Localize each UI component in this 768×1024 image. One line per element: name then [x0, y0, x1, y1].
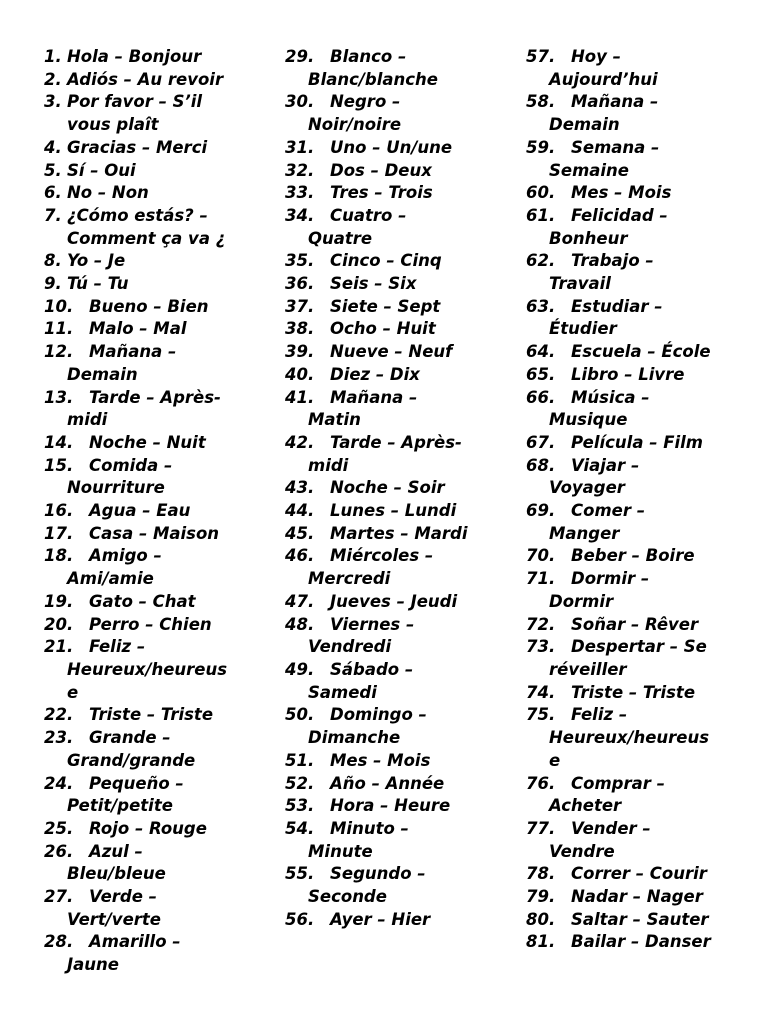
vocabulary-entry — [44, 931, 250, 976]
entry-number: 74. — [526, 682, 556, 702]
entry-text: Adiós – Au revoir — [67, 69, 224, 89]
vocabulary-entry — [44, 160, 250, 183]
entry-text: Nadar – Nager — [571, 887, 703, 907]
entry-text: Negro – — [330, 92, 401, 112]
vocabulary-entry — [44, 182, 250, 205]
vocabulary-entry — [44, 636, 250, 704]
entry-number: 23. — [44, 728, 74, 748]
entry-text: Gracias – Merci — [67, 137, 208, 157]
entry-text-continuation: Bleu/bleue — [67, 864, 166, 884]
entry-number: 29. — [285, 47, 315, 66]
entry-text-continuation: Quatre — [308, 228, 373, 248]
vocabulary-entry — [526, 432, 732, 455]
entry-text: Libro – Livre — [571, 364, 685, 384]
vocabulary-entry — [526, 500, 732, 545]
vocabulary-entry — [285, 614, 491, 659]
entry-text-continuation: Semaine — [549, 160, 629, 180]
entry-text-continuation: Acheter — [549, 796, 622, 816]
entry-text-continuation: Demain — [549, 115, 620, 135]
entry-text: Sábado – — [330, 659, 414, 679]
entry-number: 35. — [285, 251, 315, 271]
entry-number: 41. — [285, 387, 315, 407]
entry-number: 79. — [526, 887, 556, 907]
vocabulary-entry — [44, 704, 250, 727]
entry-text: Azul – — [89, 841, 143, 861]
entry-text-continuation: réveiller — [549, 659, 627, 679]
vocabulary-entry — [285, 318, 491, 341]
entry-text: Siete – Sept — [330, 296, 441, 316]
entry-text-continuation: Aujourd’hui — [549, 69, 658, 89]
entry-text-continuation: Seconde — [308, 887, 387, 907]
entry-text: Yo – Je — [67, 251, 126, 271]
vocabulary-entry — [44, 91, 250, 136]
vocabulary-entry — [526, 205, 732, 250]
entry-number: 48. — [285, 614, 315, 634]
vocabulary-entry — [285, 545, 491, 590]
vocabulary-entry — [526, 818, 732, 863]
entry-text: Tarde – Après- — [330, 432, 462, 452]
entry-number: 68. — [526, 455, 556, 475]
entry-text: Segundo – — [330, 864, 426, 884]
entry-number: 60. — [526, 183, 556, 203]
entry-text-continuation: Noir/noire — [308, 115, 402, 135]
entry-text: Tres – Trois — [330, 183, 433, 203]
entry-text: Sí – Oui — [67, 160, 136, 180]
vocabulary-entry — [285, 296, 491, 319]
entry-text: Miércoles – — [330, 546, 434, 566]
entry-text: Saltar – Sauter — [571, 909, 709, 929]
entry-number: 52. — [285, 773, 315, 793]
vocabulary-entry — [44, 773, 250, 818]
vocabulary-entry — [285, 205, 491, 250]
entry-number: 47. — [285, 591, 315, 611]
entry-number: 3. — [44, 92, 62, 112]
entry-number: 18. — [44, 546, 74, 566]
entry-number: 28. — [44, 932, 74, 952]
vocabulary-entry — [285, 387, 491, 432]
entry-text-continuation: Nourriture — [67, 478, 165, 498]
entry-number: 64. — [526, 342, 556, 362]
entry-number: 57. — [526, 47, 556, 66]
vocabulary-entry — [285, 500, 491, 523]
entry-text: Lunes – Lundi — [330, 501, 457, 521]
entry-number: 66. — [526, 387, 556, 407]
vocabulary-entry — [44, 523, 250, 546]
entry-text: Mañana – — [571, 92, 659, 112]
entry-text: Tarde – Après- — [89, 387, 221, 407]
entry-text: Pequeño – — [89, 773, 184, 793]
vocabulary-entry — [285, 863, 491, 908]
entry-number: 17. — [44, 523, 74, 543]
vocabulary-entry — [44, 614, 250, 637]
entry-number: 24. — [44, 773, 74, 793]
vocabulary-entry — [285, 273, 491, 296]
entry-text: No – Non — [67, 183, 149, 203]
entry-text: Verde – — [89, 887, 157, 907]
vocabulary-entry — [44, 455, 250, 500]
entry-number: 75. — [526, 705, 556, 725]
vocabulary-entry — [44, 137, 250, 160]
entry-text: Beber – Boire — [571, 546, 695, 566]
entry-text: Dos – Deux — [330, 160, 432, 180]
entry-number: 72. — [526, 614, 556, 634]
entry-text-continuation: Vendredi — [308, 637, 392, 657]
entry-text-continuation: Manger — [549, 523, 620, 543]
vocabulary-entry — [526, 455, 732, 500]
entry-text-continuation: Étudier — [549, 319, 617, 339]
vocabulary-entry — [285, 432, 491, 477]
entry-number: 69. — [526, 501, 556, 521]
entry-text-continuation: Jaune — [67, 955, 119, 975]
entry-number: 30. — [285, 92, 315, 112]
entry-text: Blanco – — [330, 47, 407, 66]
entry-text-continuation: Dormir — [549, 591, 614, 611]
entry-number: 27. — [44, 887, 74, 907]
entry-number: 7. — [44, 205, 62, 225]
entry-text: Estudiar – — [571, 296, 663, 316]
entry-number: 1. — [44, 47, 62, 66]
entry-text: Viernes – — [330, 614, 415, 634]
entry-number: 9. — [44, 274, 62, 294]
entry-number: 56. — [285, 909, 315, 929]
entry-number: 36. — [285, 274, 315, 294]
vocabulary-entry — [526, 387, 732, 432]
vocabulary-entry — [526, 682, 732, 705]
entry-number: 25. — [44, 818, 74, 838]
entry-text-continuation: Vert/verte — [67, 909, 161, 929]
vocabulary-entry — [526, 773, 732, 818]
entry-text-continuation: midi — [308, 455, 349, 475]
entry-number: 31. — [285, 137, 315, 157]
vocabulary-entry — [44, 273, 250, 296]
entry-text: Uno – Un/une — [330, 137, 453, 157]
entry-text: Semana – — [571, 137, 660, 157]
entry-text: Comer – — [571, 501, 645, 521]
entry-number: 2. — [44, 69, 62, 89]
vocabulary-entry — [285, 364, 491, 387]
entry-text: Triste – Triste — [89, 705, 214, 725]
entry-number: 38. — [285, 319, 315, 339]
entry-text: Feliz – — [571, 705, 628, 725]
entry-text: Viajar – — [571, 455, 640, 475]
entry-text-continuation: Heureux/heureus — [67, 659, 228, 679]
entry-text: Noche – Soir — [330, 478, 445, 498]
vocabulary-entry — [526, 46, 732, 91]
entry-number: 32. — [285, 160, 315, 180]
entry-text: Noche – Nuit — [89, 432, 206, 452]
entry-number: 61. — [526, 205, 556, 225]
vocabulary-entry — [44, 205, 250, 250]
entry-number: 67. — [526, 432, 556, 452]
vocabulary-entry — [526, 250, 732, 295]
entry-text: Hola – Bonjour — [67, 47, 202, 66]
entry-text: Cuatro – — [330, 205, 407, 225]
entry-number: 50. — [285, 705, 315, 725]
entry-text: Música – — [571, 387, 650, 407]
vocabulary-entry — [285, 137, 491, 160]
entry-text: Película – Film — [571, 432, 703, 452]
entry-text-continuation: Vendre — [549, 841, 615, 861]
vocabulary-entry — [44, 818, 250, 841]
vocabulary-entry — [285, 750, 491, 773]
vocabulary-entry — [526, 636, 732, 681]
entry-number: 53. — [285, 796, 315, 816]
vocabulary-entry — [44, 432, 250, 455]
entry-text: Nueve – Neuf — [330, 342, 453, 362]
entry-number: 13. — [44, 387, 74, 407]
entry-text: Felicidad – — [571, 205, 668, 225]
vocabulary-entry — [285, 91, 491, 136]
vocabulary-entry — [285, 477, 491, 500]
entry-number: 26. — [44, 841, 74, 861]
vocabulary-entry — [285, 659, 491, 704]
entry-text: Dormir – — [571, 569, 650, 589]
entry-text-continuation: e — [549, 750, 561, 770]
vocabulary-entry — [526, 704, 732, 772]
entry-text: ¿Cómo estás? – — [67, 205, 208, 225]
vocabulary-entry — [526, 909, 732, 932]
entry-text: Despertar – Se — [571, 637, 707, 657]
vocabulary-column-3 — [526, 46, 732, 954]
entry-text: Martes – Mardi — [330, 523, 468, 543]
entry-number: 4. — [44, 137, 62, 157]
entry-number: 44. — [285, 501, 315, 521]
vocabulary-entry — [285, 250, 491, 273]
entry-number: 19. — [44, 591, 74, 611]
entry-text: Domingo – — [330, 705, 427, 725]
vocabulary-entry — [526, 91, 732, 136]
entry-number: 5. — [44, 160, 62, 180]
vocabulary-entry — [526, 296, 732, 341]
entry-number: 73. — [526, 637, 556, 657]
entry-text: Correr – Courir — [571, 864, 707, 884]
entry-text: Mañana – — [330, 387, 418, 407]
entry-text: Tú – Tu — [67, 274, 129, 294]
entry-text: Trabajo – — [571, 251, 654, 271]
vocabulary-entry — [44, 500, 250, 523]
entry-number: 15. — [44, 455, 74, 475]
vocabulary-entry — [526, 545, 732, 568]
vocabulary-entry — [44, 318, 250, 341]
entry-text: Escuela – École — [571, 342, 711, 362]
vocabulary-entry — [285, 160, 491, 183]
entry-text-continuation: Voyager — [549, 478, 625, 498]
entry-text-continuation: Ami/amie — [67, 569, 154, 589]
entry-number: 21. — [44, 637, 74, 657]
entry-number: 22. — [44, 705, 74, 725]
entry-text: Comprar – — [571, 773, 665, 793]
vocabulary-entry — [285, 773, 491, 796]
entry-text: Amigo – — [89, 546, 162, 566]
entry-text-continuation: Dimanche — [308, 728, 401, 748]
vocabulary-entry — [285, 704, 491, 749]
entry-text-continuation: Matin — [308, 410, 361, 430]
entry-text: Mañana – — [89, 342, 177, 362]
entry-text-continuation: Samedi — [308, 682, 377, 702]
vocabulary-entry — [44, 886, 250, 931]
entry-text: Minuto – — [330, 818, 409, 838]
entry-text-continuation: Minute — [308, 841, 373, 861]
vocabulary-entry — [285, 795, 491, 818]
entry-number: 80. — [526, 909, 556, 929]
vocabulary-column-2 — [285, 46, 491, 931]
entry-number: 45. — [285, 523, 315, 543]
entry-number: 10. — [44, 296, 74, 316]
entry-text: Bailar – Danser — [571, 932, 711, 952]
entry-number: 33. — [285, 183, 315, 203]
entry-number: 54. — [285, 818, 315, 838]
vocabulary-entry — [44, 46, 250, 69]
entry-text: Perro – Chien — [89, 614, 212, 634]
entry-text-continuation: Travail — [549, 274, 611, 294]
vocabulary-entry — [285, 341, 491, 364]
entry-text: Mes – Mois — [330, 750, 431, 770]
entry-text: Vender – — [571, 818, 651, 838]
entry-text: Soñar – Rêver — [571, 614, 699, 634]
entry-number: 8. — [44, 251, 62, 271]
entry-text: Año – Année — [330, 773, 445, 793]
entry-text-continuation: e — [67, 682, 79, 702]
entry-number: 58. — [526, 92, 556, 112]
vocabulary-entry — [285, 818, 491, 863]
entry-number: 59. — [526, 137, 556, 157]
entry-text: Seis – Six — [330, 274, 417, 294]
entry-text: Feliz – — [89, 637, 146, 657]
entry-text: Diez – Dix — [330, 364, 420, 384]
vocabulary-entry — [285, 46, 491, 91]
entry-number: 65. — [526, 364, 556, 384]
entry-number: 11. — [44, 319, 74, 339]
vocabulary-entry — [44, 841, 250, 886]
entry-number: 37. — [285, 296, 315, 316]
entry-number: 16. — [44, 501, 74, 521]
vocabulary-entry — [526, 137, 732, 182]
entry-text: Bueno – Bien — [89, 296, 209, 316]
entry-text-continuation: Heureux/heureus — [549, 728, 710, 748]
vocabulary-entry — [526, 364, 732, 387]
vocabulary-entry — [285, 182, 491, 205]
entry-text: Malo – Mal — [89, 319, 187, 339]
entry-number: 71. — [526, 569, 556, 589]
entry-text-continuation: Grand/grande — [67, 750, 196, 770]
vocabulary-entry — [526, 931, 732, 954]
entry-text: Por favor – S’il — [67, 92, 203, 112]
entry-number: 12. — [44, 342, 74, 362]
entry-number: 81. — [526, 932, 556, 952]
entry-text: Casa – Maison — [89, 523, 220, 543]
entry-text: Ocho – Huit — [330, 319, 436, 339]
entry-text: Mes – Mois — [571, 183, 672, 203]
vocabulary-entry — [526, 886, 732, 909]
vocabulary-entry — [44, 727, 250, 772]
entry-number: 46. — [285, 546, 315, 566]
vocabulary-entry — [526, 182, 732, 205]
entry-number: 43. — [285, 478, 315, 498]
entry-number: 51. — [285, 750, 315, 770]
vocabulary-entry — [44, 341, 250, 386]
entry-number: 55. — [285, 864, 315, 884]
entry-number: 70. — [526, 546, 556, 566]
entry-text: Comida – — [89, 455, 173, 475]
entry-text-continuation: Demain — [67, 364, 138, 384]
entry-text-continuation: Petit/petite — [67, 796, 173, 816]
entry-number: 42. — [285, 432, 315, 452]
entry-number: 63. — [526, 296, 556, 316]
entry-number: 49. — [285, 659, 315, 679]
entry-text: Hora – Heure — [330, 796, 451, 816]
entry-text: Cinco – Cinq — [330, 251, 442, 271]
entry-number: 62. — [526, 251, 556, 271]
entry-text-continuation: midi — [67, 410, 108, 430]
entry-text-continuation: vous plaît — [67, 115, 159, 135]
vocabulary-entry — [44, 250, 250, 273]
entry-text: Hoy – — [571, 47, 621, 66]
vocabulary-entry — [44, 69, 250, 92]
entry-text-continuation: Musique — [549, 410, 628, 430]
vocabulary-entry — [526, 568, 732, 613]
vocabulary-entry — [285, 523, 491, 546]
entry-number: 39. — [285, 342, 315, 362]
entry-number: 20. — [44, 614, 74, 634]
entry-number: 77. — [526, 818, 556, 838]
vocabulary-entry — [526, 614, 732, 637]
entry-text-continuation: Mercredi — [308, 569, 391, 589]
vocabulary-entry — [44, 545, 250, 590]
entry-text: Amarillo – — [89, 932, 181, 952]
entry-text: Grande – — [89, 728, 171, 748]
vocabulary-entry — [526, 341, 732, 364]
entry-text: Rojo – Rouge — [89, 818, 207, 838]
entry-text: Agua – Eau — [89, 501, 191, 521]
entry-number: 6. — [44, 183, 62, 203]
entry-text: Triste – Triste — [571, 682, 696, 702]
vocabulary-entry — [44, 296, 250, 319]
entry-number: 76. — [526, 773, 556, 793]
vocabulary-column-1 — [44, 46, 250, 977]
vocabulary-entry — [44, 387, 250, 432]
entry-number: 78. — [526, 864, 556, 884]
entry-text-continuation: Comment ça va ¿ — [67, 228, 226, 248]
entry-number: 34. — [285, 205, 315, 225]
vocabulary-entry — [285, 909, 491, 932]
vocabulary-entry — [526, 863, 732, 886]
entry-number: 14. — [44, 432, 74, 452]
entry-text: Ayer – Hier — [330, 909, 431, 929]
vocabulary-entry — [44, 591, 250, 614]
vocabulary-entry — [285, 591, 491, 614]
entry-text: Gato – Chat — [89, 591, 196, 611]
entry-text: Jueves – Jeudi — [330, 591, 458, 611]
entry-text-continuation: Blanc/blanche — [308, 69, 438, 89]
entry-number: 40. — [285, 364, 315, 384]
entry-text-continuation: Bonheur — [549, 228, 628, 248]
